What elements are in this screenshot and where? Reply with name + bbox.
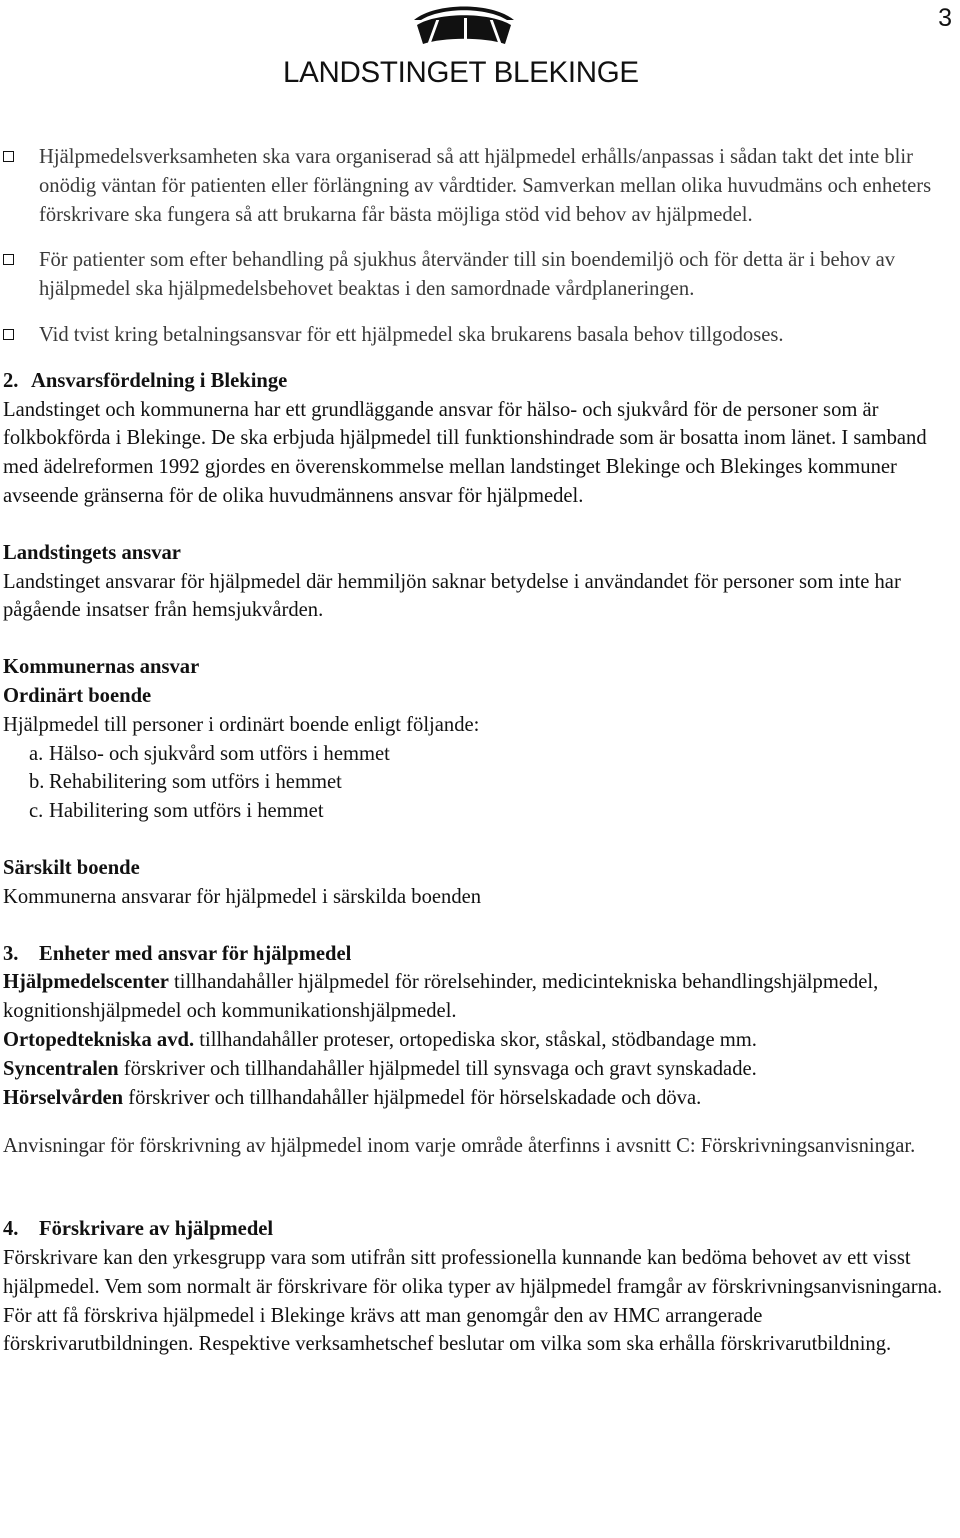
section-4-heading	[3, 1215, 955, 1244]
section-2-heading	[3, 367, 955, 396]
list-item	[3, 740, 955, 769]
bullet-item	[3, 143, 955, 229]
unit-entry	[3, 968, 955, 1026]
sarskilt-boende-text: Kommunerna ansvarar för hjälpmedel i särskilda boenden	[3, 885, 482, 908]
bullet-text: Hjälpmedelsverksamheten ska vara organiserad så att hjälpmedel erhålls/anpassas i sådan takt det inte blir onödig väntan för patienten eller förlängning av vårdtider. Samverkan mellan olika huvudmäns och enheters förskrivare ska fungera så att brukarna får bästa möjliga stöd vid behov av hjälpmedel.	[39, 146, 932, 226]
section-title: Förskrivare av hjälpmedel	[39, 1218, 274, 1241]
unit-name: Hörselvården	[3, 1086, 124, 1109]
checkbox-bullet-icon	[3, 151, 14, 162]
unit-text: förskriver och tillhandahåller hjälpmedel för hörselskadade och döva.	[123, 1086, 702, 1109]
bullet-text: För patienter som efter behandling på sjukhus återvänder till sin boendemiljö och för detta är i behov av hjälpmedel ska hjälpmedelsbehovet beaktas i den samordnade vårdplaneringen.	[39, 249, 896, 301]
landstingets-ansvar-heading: Landstingets ansvar	[3, 541, 181, 564]
section-3-heading	[3, 940, 955, 969]
list-item	[3, 797, 955, 826]
unit-name: Hjälpmedelscenter	[3, 971, 169, 994]
landstinget-blekinge-logo	[283, 4, 641, 90]
checkbox-bullet-icon	[3, 254, 14, 265]
list-letter: b.	[29, 771, 45, 794]
bullet-item	[3, 321, 955, 350]
section-number: 2.	[3, 369, 19, 392]
list-letter: a.	[29, 742, 44, 765]
list-text: Hälso- och sjukvård som utförs i hemmet	[49, 742, 390, 765]
bullet-item	[3, 246, 955, 304]
unit-entry	[3, 1026, 955, 1055]
unit-name: Syncentralen	[3, 1057, 119, 1080]
list-item	[3, 768, 955, 797]
ordinart-boende-intro: Hjälpmedel till personer i ordinärt boende enligt följande:	[3, 713, 480, 736]
section-4-paragraph: Förskrivare kan den yrkesgrupp vara som utifrån sitt professionella kunnande kan bedöma behovet av ett visst hjälpmedel. Vem som normalt är förskrivare för olika typer av hjälpmedel framgår av förskrivningsanvisningarna. För att få förskriva hjälpmedel i Blekinge krävs att man genomgår den av HMC arrangerade förskrivarutbildningen. Respektive verksamhetschef beslutar om vilka som ska erhålla förskrivarutbildning.	[3, 1246, 943, 1356]
unit-entry	[3, 1055, 955, 1084]
bullet-text: Vid tvist kring betalningsansvar för ett hjälpmedel ska brukarens basala behov tillgodoses.	[39, 323, 784, 346]
landstingets-ansvar-text: Landstinget ansvarar för hjälpmedel där hemmiljön saknar betydelse i användandet för personer som inte har pågående insatser från hemsjukvården.	[3, 570, 901, 622]
section-3-note: Anvisningar för förskrivning av hjälpmedel inom varje område återfinns i avsnitt C: Förskrivningsanvisningar.	[3, 1135, 916, 1158]
list-letter: c.	[29, 800, 44, 823]
section-number: 3.	[3, 942, 19, 965]
unit-entry	[3, 1084, 955, 1113]
unit-text: förskriver och tillhandahåller hjälpmedel till synsvaga och gravt synskadade.	[118, 1057, 757, 1080]
kommunernas-ansvar-heading: Kommunernas ansvar	[3, 656, 200, 679]
document-body	[3, 143, 955, 1359]
checkbox-bullet-icon	[3, 329, 14, 340]
section-number: 4.	[3, 1218, 19, 1241]
unit-text: tillhandahåller hjälpmedel för rörelsehinder, medicintekniska behandlingshjälpmedel, kognitionshjälpmedel och kommunikationshjälpmedel.	[3, 971, 879, 1023]
crown-emblem-icon	[408, 4, 520, 50]
ordinart-boende-heading: Ordinärt boende	[3, 684, 152, 707]
logo-text: LANDSTINGET BLEKINGE	[283, 56, 639, 89]
section-title: Ansvarsfördelning i Blekinge	[31, 369, 288, 392]
section-title: Enheter med ansvar för hjälpmedel	[39, 942, 352, 965]
sarskilt-boende-heading: Särskilt boende	[3, 856, 140, 879]
list-text: Habilitering som utförs i hemmet	[49, 800, 324, 823]
page-number: 3	[938, 4, 952, 32]
list-text: Rehabilitering som utförs i hemmet	[49, 771, 342, 794]
unit-text: tillhandahåller proteser, ortopediska skor, ståskal, stödbandage mm.	[194, 1028, 757, 1051]
bullet-list	[3, 143, 955, 350]
unit-name: Ortopedtekniska avd.	[3, 1028, 195, 1051]
section-2-paragraph: Landstinget och kommunerna har ett grundläggande ansvar för hälso- och sjukvård för de personer som är folkbokförda i Blekinge. De ska erbjuda hjälpmedel till funktionshindrade som är bosatta inom länet. I samband med ädelreformen 1992 gjordes en överenskommelse mellan landstinget Blekinge och Blekinges kommuner avseende gränserna för de olika huvudmännens ansvar för hjälpmedel.	[3, 398, 927, 507]
